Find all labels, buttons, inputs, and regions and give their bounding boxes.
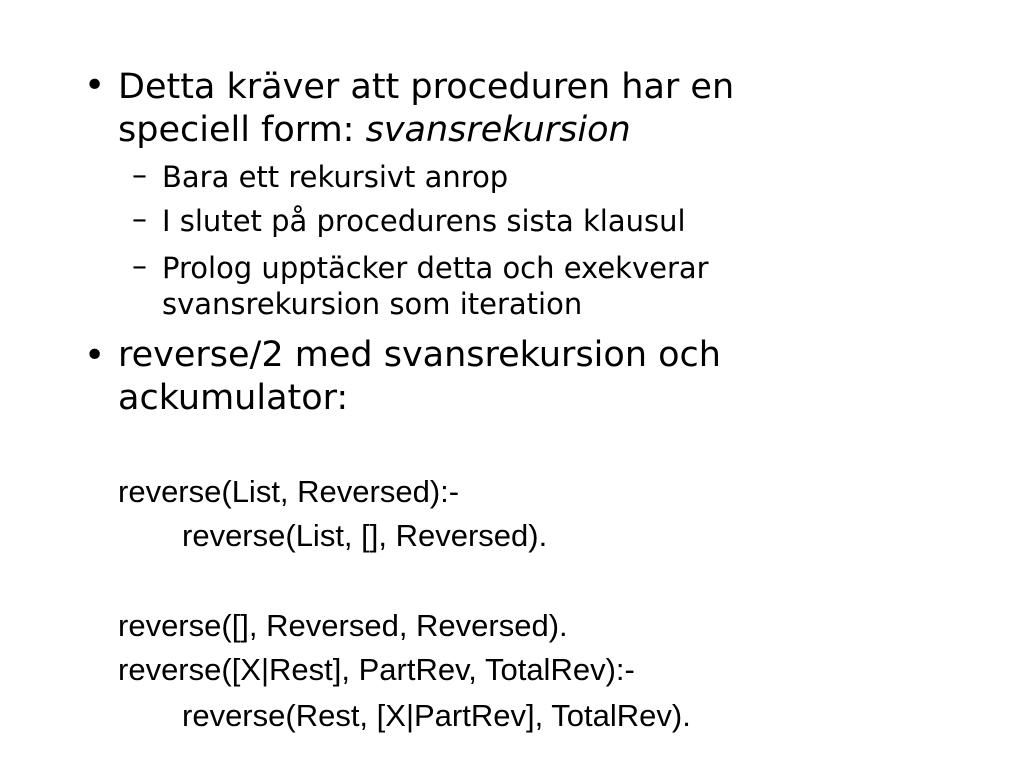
bullet-icon: • [84, 335, 106, 376]
code-line-1: reverse(List, Reversed):- [118, 474, 460, 509]
dash-icon: – [132, 249, 147, 284]
code-line-4: reverse([X|Rest], PartRev, TotalRev):- [118, 652, 635, 687]
bullet-1-line-2-plain: speciell form: [118, 110, 366, 150]
code-line-2: reverse(List, [], Reversed). [182, 518, 548, 553]
bullet-1-line-2 [118, 109, 978, 152]
bullet-2-text [118, 334, 978, 420]
bullet-1-text [118, 66, 978, 152]
bullet-2-line-1: reverse/2 med svansrekursion och [118, 335, 721, 375]
bullet-icon: • [84, 65, 106, 106]
sub-item-3-line-1: Prolog upptäcker detta och exekverar [162, 251, 709, 285]
sub-item-3 [162, 250, 1002, 322]
sub-item-2: I slutet på procedurens sista klausul [162, 204, 686, 238]
bullet-2-line-2: ackumulator: [118, 378, 349, 418]
bullet-1-line-1: Detta kräver att proceduren har en [118, 67, 735, 107]
sub-item-1: Bara ett rekursivt anrop [162, 160, 509, 194]
dash-icon: – [132, 202, 147, 237]
code-line-3: reverse([], Reversed, Reversed). [118, 608, 568, 643]
dash-icon: – [132, 158, 147, 193]
bullet-1-emphasis: svansrekursion [365, 110, 631, 150]
sub-item-3-line-2: svansrekursion som iteration [162, 287, 583, 321]
code-line-5: reverse(Rest, [X|PartRev], TotalRev). [182, 698, 691, 733]
